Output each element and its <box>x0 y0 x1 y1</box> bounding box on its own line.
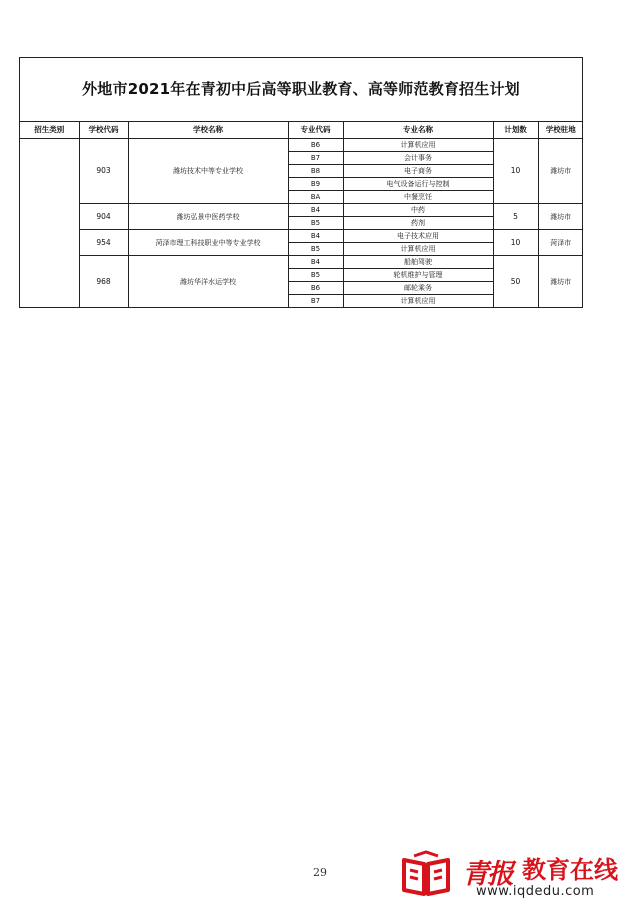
table-row <box>20 204 583 217</box>
brand-url: www.iqdedu.com <box>476 884 595 899</box>
major-name-cell: 计算机应用 <box>343 139 493 152</box>
major-code-cell: B6 <box>288 282 343 295</box>
column-header: 专业代码 <box>288 122 343 139</box>
major-code-cell: BA <box>288 191 343 204</box>
table-row <box>20 256 583 269</box>
major-name-cell: 中药 <box>343 204 493 217</box>
plan-count-cell: 10 <box>493 230 538 256</box>
major-code-cell: B5 <box>288 269 343 282</box>
major-code-cell: B9 <box>288 178 343 191</box>
major-name-cell: 轮机维护与管理 <box>343 269 493 282</box>
table-row <box>20 230 583 243</box>
major-name-cell: 药剂 <box>343 217 493 230</box>
major-code-cell: B4 <box>288 256 343 269</box>
major-code-cell: B7 <box>288 152 343 165</box>
plan-count-cell: 50 <box>493 256 538 308</box>
major-name-cell: 中餐烹饪 <box>343 191 493 204</box>
column-header: 学校驻地 <box>538 122 583 139</box>
major-code-cell: B6 <box>288 139 343 152</box>
major-name-cell: 电气设备运行与控制 <box>343 178 493 191</box>
watermark-logo <box>398 846 638 902</box>
school-location-cell: 潍坊市 <box>538 256 583 308</box>
major-name-cell: 电子商务 <box>343 165 493 178</box>
major-name-cell: 计算机应用 <box>343 243 493 256</box>
school-location-cell: 菏泽市 <box>538 230 583 256</box>
school-code-cell: 968 <box>79 256 128 308</box>
column-header: 专业名称 <box>343 122 493 139</box>
column-header: 学校名称 <box>128 122 288 139</box>
major-name-cell: 会计事务 <box>343 152 493 165</box>
major-code-cell: B5 <box>288 217 343 230</box>
column-header: 学校代码 <box>79 122 128 139</box>
school-code-cell: 903 <box>79 139 128 204</box>
column-header: 计划数 <box>493 122 538 139</box>
open-book-icon <box>400 850 452 898</box>
enrollment-plan-sheet <box>19 57 583 308</box>
brand-name: 教育在线 <box>522 856 618 884</box>
school-code-cell: 904 <box>79 204 128 230</box>
enrollment-table <box>20 122 583 307</box>
major-code-cell: B4 <box>288 204 343 217</box>
major-name-cell: 邮轮乘务 <box>343 282 493 295</box>
plan-count-cell: 10 <box>493 139 538 204</box>
plan-count-cell: 5 <box>493 204 538 230</box>
major-name-cell: 计算机应用 <box>343 295 493 308</box>
school-code-cell: 954 <box>79 230 128 256</box>
school-name-cell: 潍坊弘景中医药学校 <box>128 204 288 230</box>
page-title: 外地市2021年在青初中后高等职业教育、高等师范教育招生计划 <box>20 58 582 122</box>
major-name-cell: 船舶驾驶 <box>343 256 493 269</box>
school-location-cell: 潍坊市 <box>538 139 583 204</box>
table-header-row <box>20 122 583 139</box>
major-code-cell: B8 <box>288 165 343 178</box>
school-name-cell: 菏泽市理工科技职业中等专业学校 <box>128 230 288 256</box>
school-name-cell: 潍坊华洋水运学校 <box>128 256 288 308</box>
school-name-cell: 潍坊技术中等专业学校 <box>128 139 288 204</box>
category-cell <box>20 139 79 308</box>
major-name-cell: 电子技术应用 <box>343 230 493 243</box>
column-header: 招生类别 <box>20 122 79 139</box>
table-row <box>20 139 583 152</box>
school-location-cell: 潍坊市 <box>538 204 583 230</box>
page-number: 29 <box>313 866 327 879</box>
major-code-cell: B4 <box>288 230 343 243</box>
major-code-cell: B7 <box>288 295 343 308</box>
major-code-cell: B5 <box>288 243 343 256</box>
brand-calligraphy: 青报 <box>462 859 512 890</box>
